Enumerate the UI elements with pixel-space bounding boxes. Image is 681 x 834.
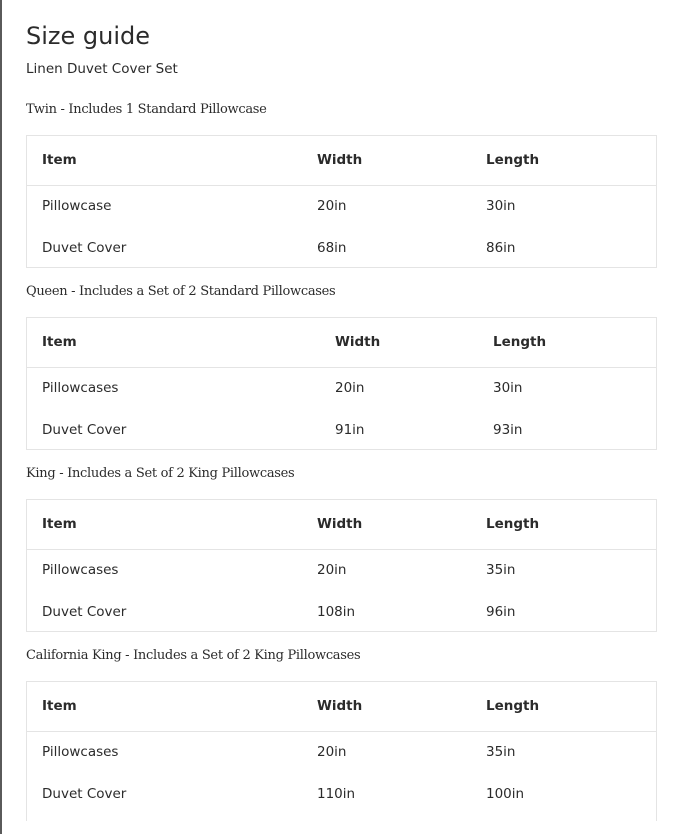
- size-table-california-king: [26, 681, 657, 821]
- length-cell: 30in: [493, 380, 523, 396]
- table-row: [27, 367, 656, 409]
- length-cell: 100in: [486, 786, 525, 802]
- item-cell: Pillowcases: [42, 380, 119, 396]
- column-header-length: Length: [486, 516, 540, 532]
- table-row: [27, 549, 656, 591]
- width-cell: 20in: [317, 744, 347, 760]
- table-header-row: [27, 500, 656, 550]
- length-cell: 30in: [486, 198, 516, 214]
- table-header-row: [27, 136, 656, 186]
- section-heading-california-king: California King - Includes a Set of 2 King Pillowcases: [26, 648, 361, 663]
- length-cell: 96in: [486, 604, 516, 620]
- product-name: Linen Duvet Cover Set: [26, 61, 178, 77]
- width-cell: 20in: [335, 380, 365, 396]
- item-cell: Pillowcases: [42, 744, 119, 760]
- item-cell: Duvet Cover: [42, 240, 127, 256]
- column-header-length: Length: [486, 698, 540, 714]
- section-heading-queen: Queen - Includes a Set of 2 Standard Pillowcases: [26, 284, 336, 299]
- width-cell: 110in: [317, 786, 356, 802]
- table-row: [27, 591, 656, 633]
- width-cell: 91in: [335, 422, 365, 438]
- width-cell: 20in: [317, 562, 347, 578]
- table-row: [27, 773, 656, 815]
- table-row: [27, 185, 656, 227]
- table-row: [27, 227, 656, 269]
- size-table-king: [26, 499, 657, 632]
- size-table-twin: [26, 135, 657, 268]
- width-cell: 68in: [317, 240, 347, 256]
- table-header-row: [27, 682, 656, 732]
- length-cell: 35in: [486, 562, 516, 578]
- length-cell: 86in: [486, 240, 516, 256]
- length-cell: 93in: [493, 422, 523, 438]
- modal-title: Size guide: [26, 22, 151, 50]
- length-cell: 35in: [486, 744, 516, 760]
- table-header-row: [27, 318, 656, 368]
- item-cell: Pillowcases: [42, 562, 119, 578]
- column-header-item: Item: [42, 516, 77, 532]
- item-cell: Duvet Cover: [42, 786, 127, 802]
- item-cell: Duvet Cover: [42, 604, 127, 620]
- table-row: [27, 409, 656, 451]
- column-header-item: Item: [42, 152, 77, 168]
- column-header-width: Width: [317, 516, 363, 532]
- width-cell: 108in: [317, 604, 356, 620]
- column-header-item: Item: [42, 334, 77, 350]
- table-row: [27, 731, 656, 773]
- section-heading-king: King - Includes a Set of 2 King Pillowcases: [26, 466, 295, 481]
- column-header-width: Width: [335, 334, 381, 350]
- column-header-length: Length: [493, 334, 547, 350]
- size-table-queen: [26, 317, 657, 450]
- column-header-length: Length: [486, 152, 540, 168]
- column-header-width: Width: [317, 152, 363, 168]
- item-cell: Duvet Cover: [42, 422, 127, 438]
- column-header-item: Item: [42, 698, 77, 714]
- section-heading-twin: Twin - Includes 1 Standard Pillowcase: [26, 102, 267, 117]
- column-header-width: Width: [317, 698, 363, 714]
- item-cell: Pillowcase: [42, 198, 112, 214]
- width-cell: 20in: [317, 198, 347, 214]
